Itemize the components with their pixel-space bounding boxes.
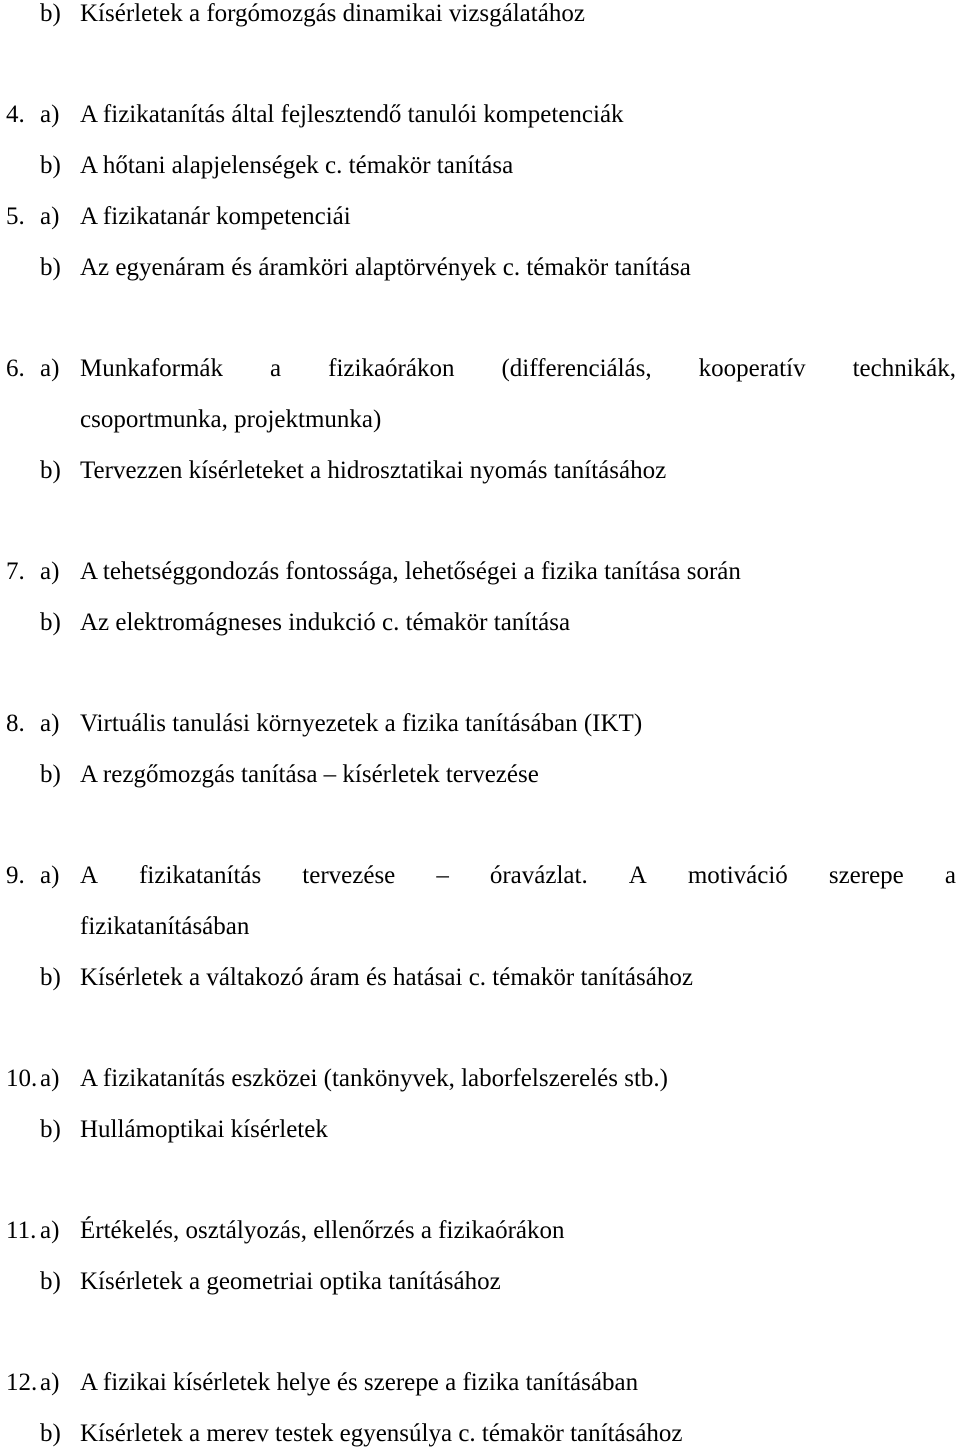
exam-topic-line	[0, 555, 960, 589]
topic-word: motiváció	[687, 862, 788, 889]
topic-word: fizikaórákon	[328, 355, 455, 382]
topic-text: fizikatanításában	[80, 913, 250, 940]
exam-topic-line	[0, 403, 960, 437]
topic-word: –	[436, 862, 449, 889]
topic-number: 9.	[6, 862, 25, 889]
topic-text: Kísérletek a geometriai optika tanításához	[80, 1268, 501, 1295]
topic-number: 11.	[6, 1217, 37, 1244]
exam-topic-line	[0, 1214, 960, 1248]
topic-text: A tehetséggondozás fontossága, lehetőségei a fizika tanítása során	[80, 558, 741, 585]
topic-sub-label: b)	[40, 761, 61, 788]
topic-sub-label: b)	[40, 254, 61, 281]
topic-word: Munkaformák	[80, 355, 224, 382]
exam-topic-line	[0, 0, 960, 31]
topic-text: A hőtani alapjelenségek c. témakör tanítása	[80, 152, 514, 179]
topic-sub-label: a)	[40, 355, 60, 382]
exam-topic-line	[0, 98, 960, 132]
topic-sub-label: a)	[40, 710, 60, 737]
exam-topic-line	[0, 149, 960, 183]
topic-text-justified	[80, 859, 956, 893]
exam-topic-line	[0, 758, 960, 792]
topic-text-justified	[80, 352, 956, 386]
topic-word: a	[270, 355, 282, 382]
topic-text: A fizikatanítás eszközei (tankönyvek, laborfelszerelés stb.)	[80, 1065, 668, 1092]
exam-topic-line	[0, 251, 960, 285]
exam-topic-line	[0, 707, 960, 741]
topic-sub-label: b)	[40, 457, 61, 484]
topic-number: 8.	[6, 710, 25, 737]
topic-word: a	[944, 862, 956, 889]
exam-topic-line	[0, 859, 960, 893]
exam-topic-line	[0, 352, 960, 386]
topic-text: Kísérletek a merev testek egyensúlya c. témakör tanításához	[80, 1420, 683, 1447]
topic-word: A	[80, 862, 99, 889]
topic-text: A fizikai kísérletek helye és szerepe a fizika tanításában	[80, 1369, 639, 1396]
topic-number: 10.	[6, 1065, 38, 1092]
exam-topic-line	[0, 1062, 960, 1096]
topic-number: 6.	[6, 355, 25, 382]
topic-number: 5.	[6, 203, 25, 230]
exam-topic-line	[0, 1113, 960, 1147]
topic-word: (differenciálás,	[501, 355, 652, 382]
topic-sub-label: b)	[40, 1420, 61, 1447]
topic-text: Hullámoptikai kísérletek	[80, 1116, 328, 1143]
topic-word: A	[628, 862, 647, 889]
topic-number: 7.	[6, 558, 25, 585]
exam-topic-line	[0, 454, 960, 488]
topic-number: 4.	[6, 101, 25, 128]
topic-text: Értékelés, osztályozás, ellenőrzés a fizikaórákon	[80, 1217, 565, 1244]
topic-text: A fizikatanár kompetenciái	[80, 203, 351, 230]
topic-text: Tervezzen kísérleteket a hidrosztatikai nyomás tanításához	[80, 457, 667, 484]
topic-text: Az egyenáram és áramköri alaptörvények c. témakör tanítása	[80, 254, 691, 281]
topic-sub-label: b)	[40, 0, 61, 27]
topic-text: A fizikatanítás által fejlesztendő tanulói kompetenciák	[80, 101, 624, 128]
topic-text: Kísérletek a váltakozó áram és hatásai c. témakör tanításához	[80, 964, 693, 991]
topic-sub-label: b)	[40, 1116, 61, 1143]
exam-topic-line	[0, 200, 960, 234]
topic-sub-label: a)	[40, 1065, 60, 1092]
exam-topic-line	[0, 606, 960, 640]
exam-topic-line	[0, 1366, 960, 1400]
topic-sub-label: a)	[40, 1369, 60, 1396]
topic-word: technikák,	[852, 355, 956, 382]
topic-sub-label: a)	[40, 203, 60, 230]
topic-sub-label: a)	[40, 1217, 60, 1244]
exam-topic-line	[0, 1265, 960, 1299]
topic-sub-label: b)	[40, 1268, 61, 1295]
exam-topic-line	[0, 910, 960, 944]
topic-text: Kísérletek a forgómozgás dinamikai vizsgálatához	[80, 0, 585, 27]
exam-topic-line	[0, 961, 960, 995]
topic-sub-label: b)	[40, 609, 61, 636]
topic-sub-label: a)	[40, 862, 60, 889]
topic-word: fizikatanítás	[139, 862, 262, 889]
topic-text: Virtuális tanulási környezetek a fizika tanításában (IKT)	[80, 710, 643, 737]
topic-text: A rezgőmozgás tanítása – kísérletek tervezése	[80, 761, 539, 788]
topic-sub-label: a)	[40, 558, 60, 585]
topic-word: óravázlat.	[489, 862, 588, 889]
topic-word: kooperatív	[698, 355, 806, 382]
topic-number: 12.	[6, 1369, 38, 1396]
topic-sub-label: a)	[40, 101, 60, 128]
exam-topic-line	[0, 1417, 960, 1451]
topic-word: szerepe	[828, 862, 904, 889]
topic-text: Az elektromágneses indukció c. témakör tanítása	[80, 609, 571, 636]
topic-word: tervezése	[302, 862, 396, 889]
topic-text: csoportmunka, projektmunka)	[80, 406, 382, 433]
topic-sub-label: b)	[40, 152, 61, 179]
topic-sub-label: b)	[40, 964, 61, 991]
